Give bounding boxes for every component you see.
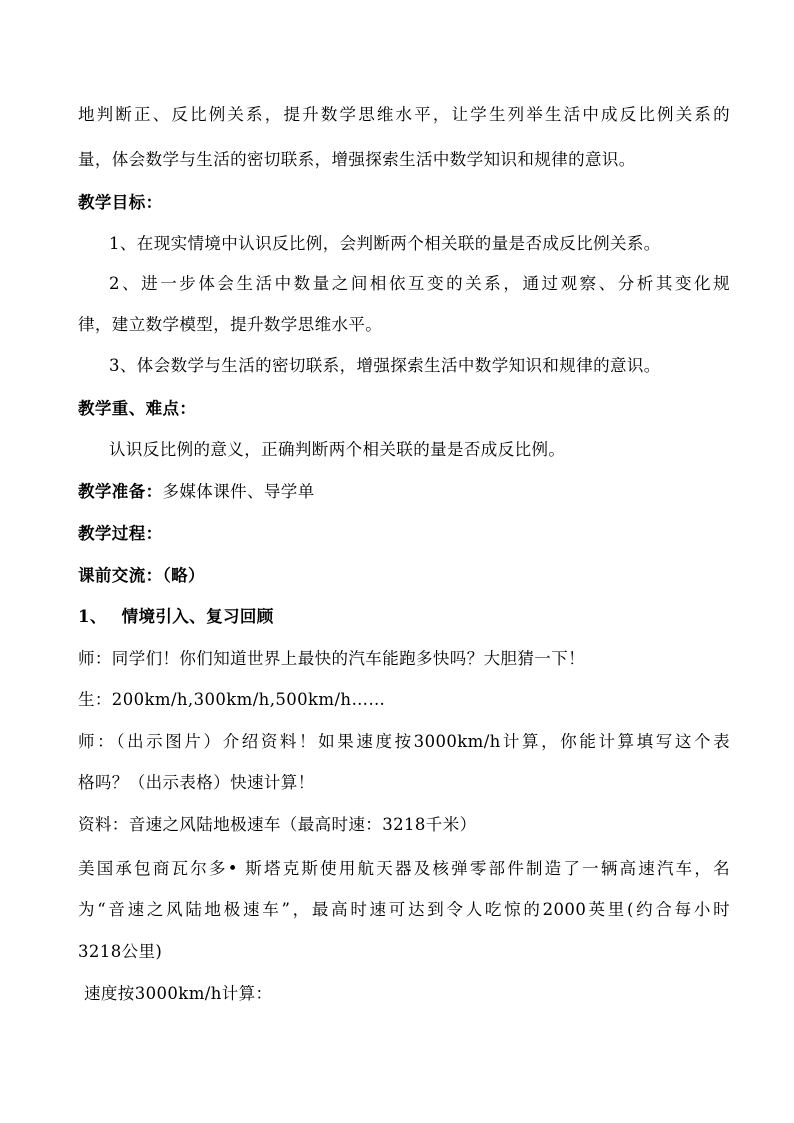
material-title: 资料：音速之风陆地极速车（最高时速：3218千米） — [78, 815, 477, 834]
section-1-heading: 1、 情境引入、复习回顾 — [78, 607, 274, 626]
paragraph-intro-line-2: 量，体会数学与生活的密切联系，增强探索生活中数学知识和规律的意识。 — [78, 150, 636, 169]
material-text-line-1: 美国承包商瓦尔多• 斯塔克斯使用航天器及核弹零部件制造了一辆高速汽车，名 — [78, 859, 730, 878]
goal-3: 3、体会数学与生活的密切联系，增强探索生活中数学知识和规律的意识。 — [109, 356, 661, 375]
goal-2-line-1: 2、进一步体会生活中数量之间相依互变的关系，通过观察、分析其变化规 — [109, 274, 730, 293]
paragraph-intro-line-1: 地判断正、反比例关系，提升数学思维水平，让学生列举生活中成反比例关系的 — [78, 105, 730, 124]
goal-2-line-2: 律，建立数学模型，提升数学思维水平。 — [78, 315, 383, 334]
key-points-text: 认识反比例的意义，正确判断两个相关联的量是否成反比例。 — [109, 440, 566, 459]
heading-key-points: 教学重、难点： — [78, 399, 197, 418]
heading-pre-class: 课前交流：（略） — [78, 566, 205, 585]
preparation-text: 多媒体课件、导学单 — [162, 482, 315, 501]
heading-preparation: 教学准备： — [78, 482, 163, 501]
dialogue-teacher-1: 师：同学们！你们知道世界上最快的汽车能跑多快吗？大胆猜一下！ — [78, 649, 585, 668]
heading-teaching-process: 教学过程： — [78, 524, 163, 543]
dialogue-teacher-2-line-2: 格吗？（出示表格）快速计算！ — [78, 773, 315, 792]
dialogue-student-1: 生：200km/h,300km/h,500km/h…… — [78, 690, 386, 709]
preparation-line — [78, 481, 730, 503]
heading-teaching-goals: 教学目标： — [78, 193, 163, 212]
dialogue-teacher-2-line-1: 师：（出示图片）介绍资料！如果速度按3000km/h计算，你能计算填写这个表 — [78, 732, 730, 751]
speed-calculation-label: 速度按3000km/h计算： — [84, 984, 273, 1003]
material-text-line-3: 3218公里) — [78, 942, 163, 961]
material-text-line-2: 为“音速之风陆地极速车”，最高时速可达到令人吃惊的2000英里(约合每小时 — [78, 900, 730, 919]
goal-1: 1、在现实情境中认识反比例，会判断两个相关联的量是否成反比例关系。 — [109, 234, 661, 253]
